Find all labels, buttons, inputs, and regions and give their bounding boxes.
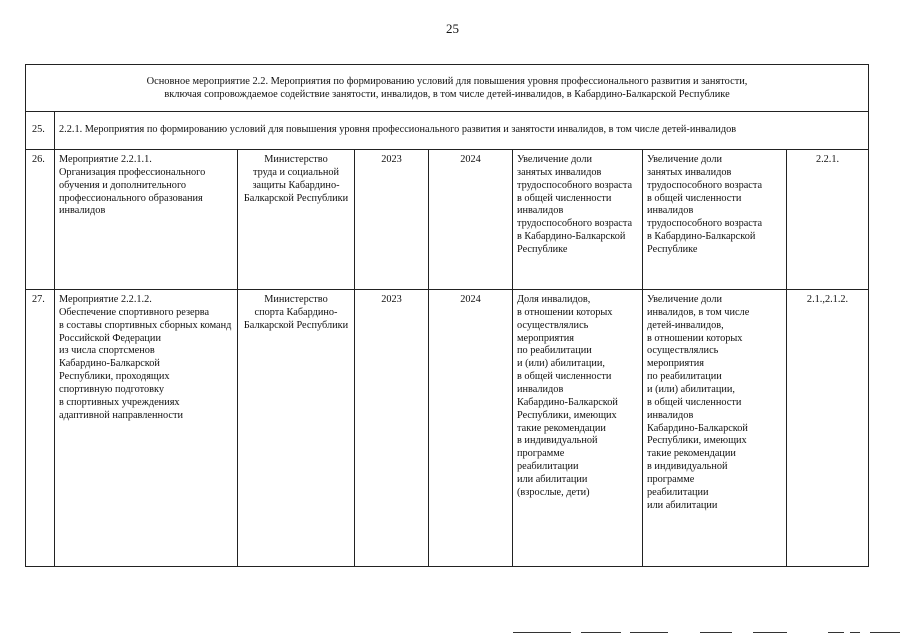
executor-cell: Министерство труда и социальной защиты Кабардино-Балкарской Республики [238, 150, 355, 290]
row-number: 25. [26, 112, 55, 150]
subsection-title: 2.2.1. Мероприятия по формированию условий для повышения уровня профессионального развития и занятости инвалидов, в том числе детей-инвалидов [55, 112, 869, 150]
end-year-cell: 2024 [429, 290, 513, 567]
link-cell: 2.1.,2.1.2. [787, 290, 869, 567]
link-cell: 2.2.1. [787, 150, 869, 290]
result-cell: Доля инвалидов, в отношении которых осуществлялись мероприятия по реабилитации и (или) абилитации, в общей численности инвалидов Кабардино-Балкарской Республики, имеющих такие рекомендации в индивидуальной программе реабилитации или абилитации (взрослые, дети) [513, 290, 643, 567]
table-row [26, 290, 869, 567]
event-cell: Мероприятие 2.2.1.1. Организация профессионального обучения и дополнительного профессионального образования инвалидов [55, 150, 238, 290]
row-number: 27. [26, 290, 55, 567]
row-number: 26. [26, 150, 55, 290]
section-header-row [26, 65, 869, 112]
indicator-cell: Увеличение доли инвалидов, в том числе детей-инвалидов, в отношении которых осуществлялись мероприятия по реабилитации и (или) абилитации, в общей численности инвалидов Кабардино-Балкарской Республики, имеющих такие рекомендации в индивидуальной программе реабилитации или абилитации [643, 290, 787, 567]
indicator-cell: Увеличение доли занятых инвалидов трудоспособного возраста в общей численности инвалидов трудоспособного возраста в Кабардино-Балкарской Республике [643, 150, 787, 290]
result-cell: Увеличение доли занятых инвалидов трудоспособного возраста в общей численности инвалидов трудоспособного возраста в Кабардино-Балкарской Республике [513, 150, 643, 290]
section-title: Основное мероприятие 2.2. Мероприятия по формированию условий для повышения уровня профессионального развития и занятости, включая сопровождаемое содействие занятости, инвалидов, в том числе детей-инвалидов, в Кабардино-Балкарской Республике [26, 65, 869, 112]
end-year-cell: 2024 [429, 150, 513, 290]
table-row [26, 150, 869, 290]
program-table [25, 64, 869, 567]
start-year-cell: 2023 [355, 150, 429, 290]
executor-cell: Министерство спорта Кабардино-Балкарской Республики [238, 290, 355, 567]
table-row [26, 112, 869, 150]
event-cell: Мероприятие 2.2.1.2. Обеспечение спортивного резерва в составы спортивных сборных команд Российской Федерации из числа спортсменов Кабардино-Балкарской Республики, проходящих спортивную подготовку в спортивных учреждениях адаптивной направленности [55, 290, 238, 567]
page-number: 25 [446, 21, 459, 36]
start-year-cell: 2023 [355, 290, 429, 567]
footer-rule-marks [510, 632, 905, 638]
